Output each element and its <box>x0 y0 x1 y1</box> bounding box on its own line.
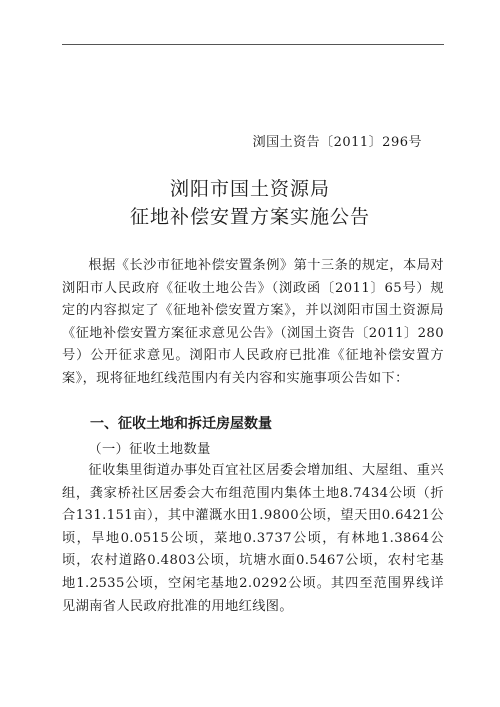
subsection-heading: （一）征收土地数量 <box>88 442 211 457</box>
land-quantity-paragraph: 征收集里街道办事处百宜社区居委会增加组、大屋组、重兴组，龚家桥社区居委会大布组范围内集体土地8.7434公顷（折合131.151亩），其中灌溉水田1.9800公顷，望天田0.6421公顷，旱地0.0515公顷，菜地0.3737公顷，有林地1.3864公顷，农村道路0.4803公顷，坑塘水面0.5467公顷，农村宅基地1.2535公顷，空闲宅基地2.0292公顷。其四至范围界线详见湖南省人民政府批准的用地红线图。 <box>62 463 444 614</box>
document-title-subject: 征地补偿安置方案实施公告 <box>129 206 370 228</box>
section-heading: 一、征收土地和拆迁房屋数量 <box>90 416 272 432</box>
document-title-issuer: 浏阳市国土资源局 <box>169 178 330 200</box>
document-number: 浏国土资告〔2011〕296号 <box>252 135 422 150</box>
intro-paragraph: 根据《长沙市征地补偿安置条例》第十三条的规定，本局对浏阳市人民政府《征收土地公告》（浏政函〔2011〕65号）规定的内容拟定了《征地补偿安置方案》，并以浏阳市国土资源局《征地补偿安置方案征求意见公告》（浏国土资告〔2011〕280号）公开征求意见。浏阳市人民政府已批准《征地补偿安置方案》，现将征地红线范围内有关内容和实施事项公告如下： <box>62 258 444 386</box>
header-rule <box>62 44 444 45</box>
